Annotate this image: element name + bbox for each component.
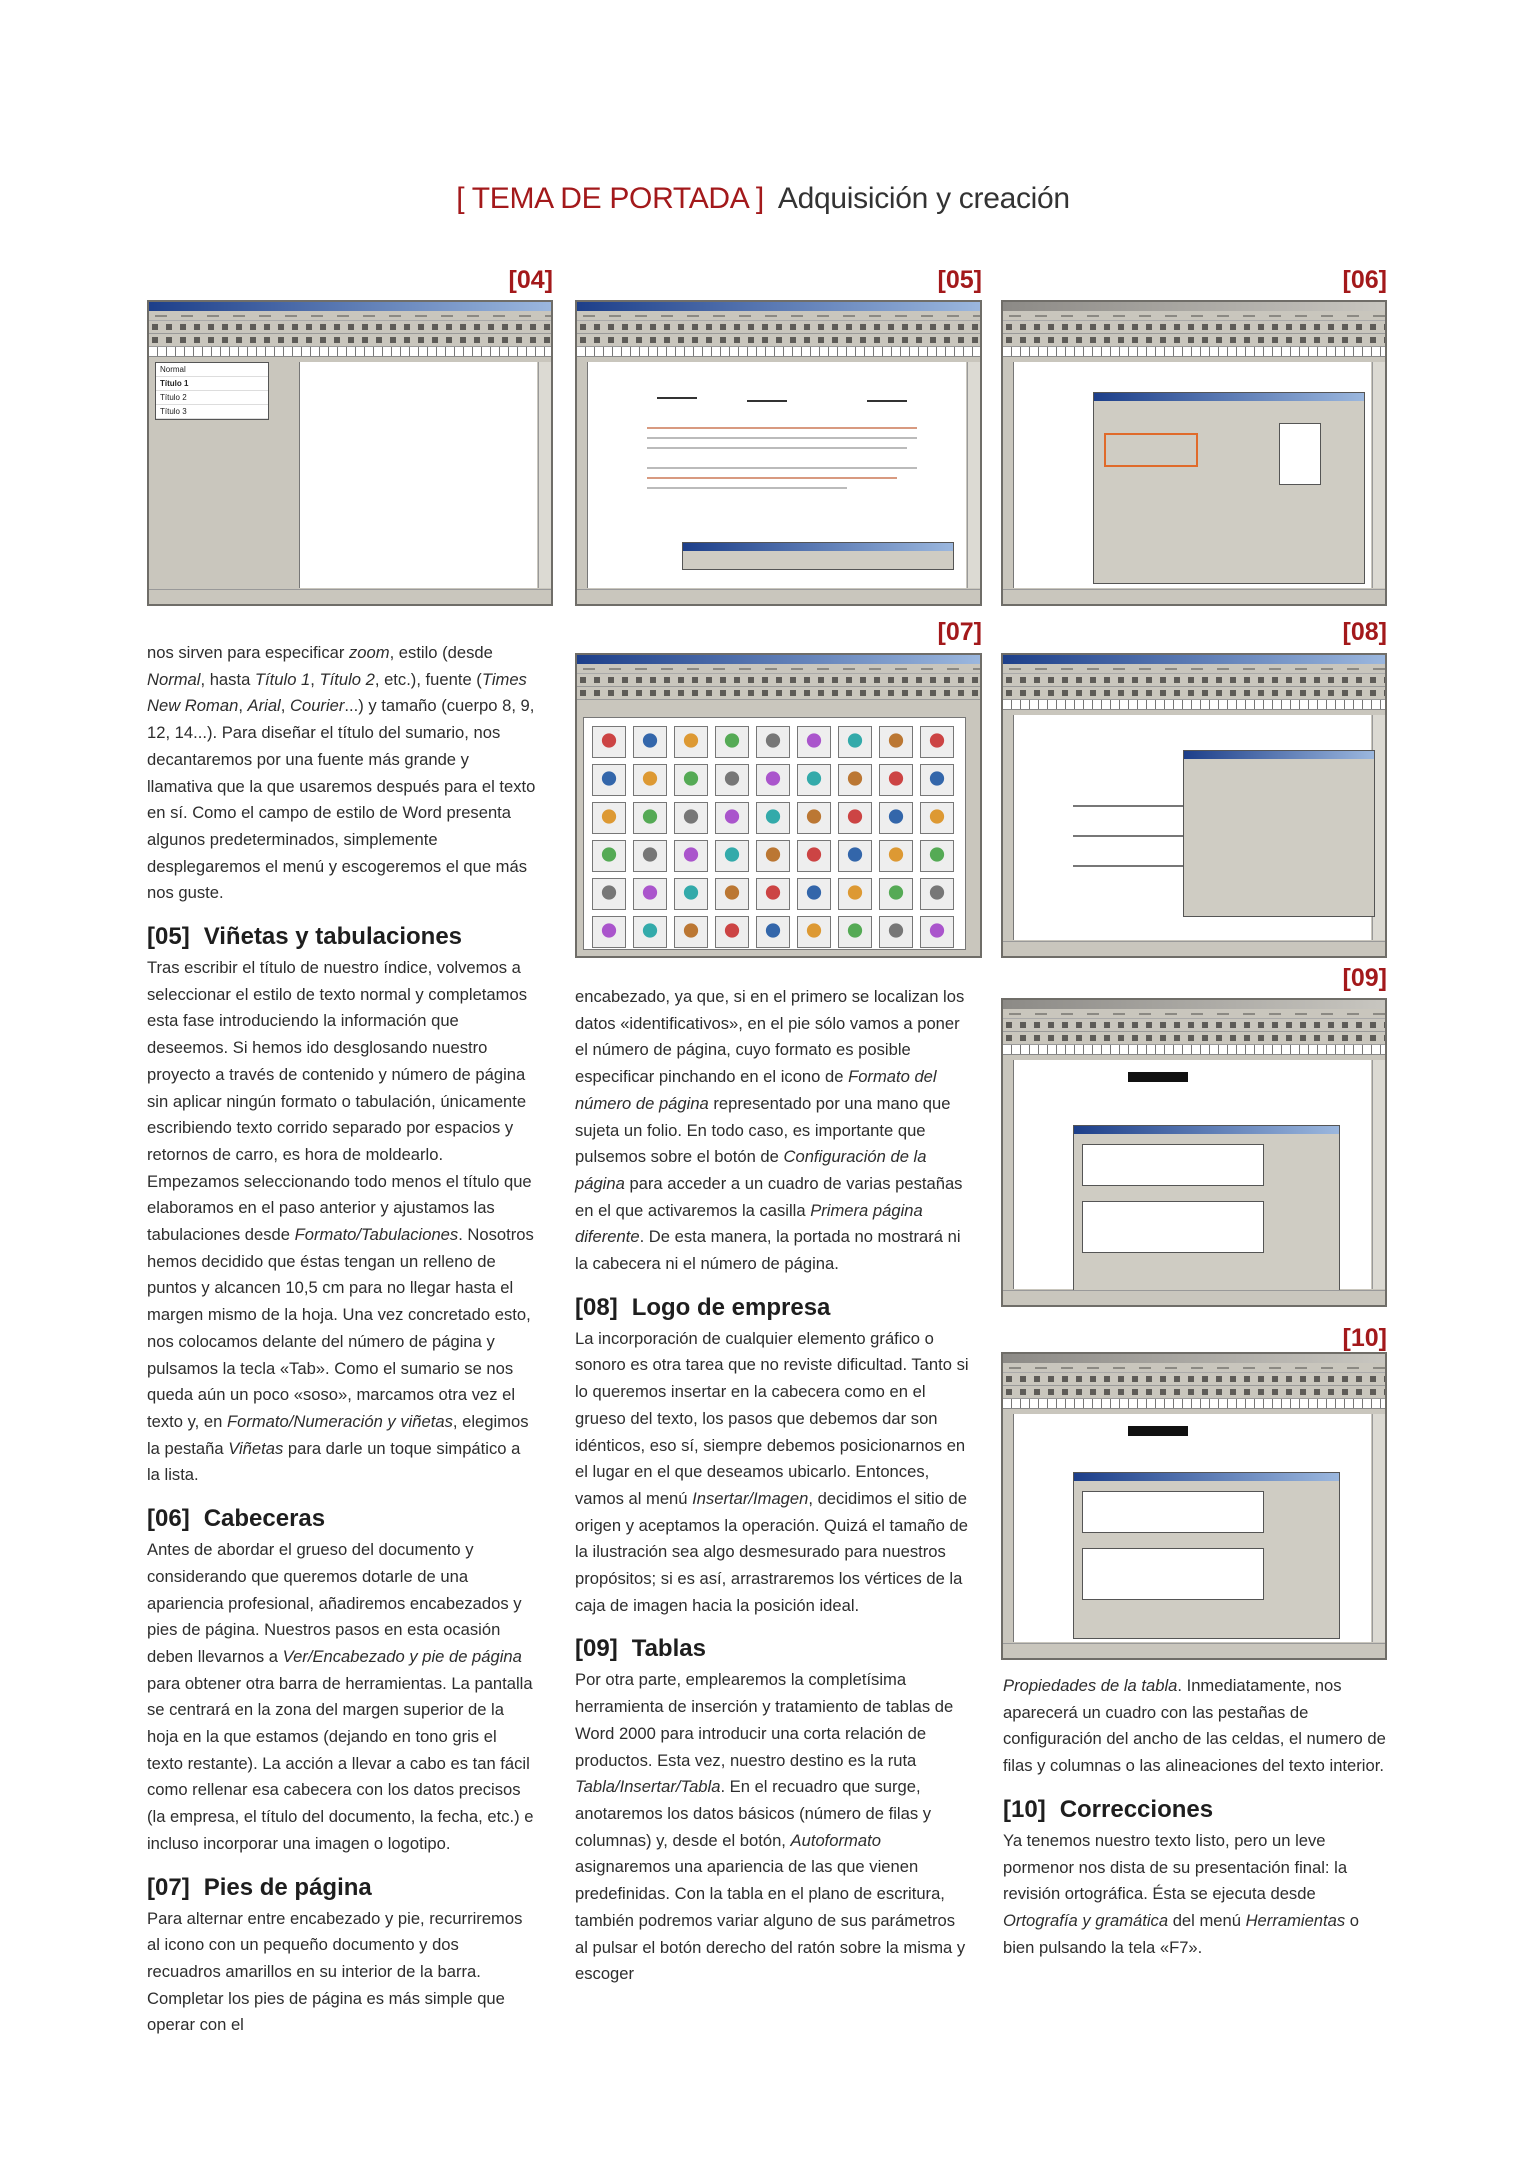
clipart-thumbnail <box>797 764 831 796</box>
italic-term: Configuración de la página <box>575 1147 927 1193</box>
italic-term: Título 1 <box>254 669 311 689</box>
clipart-thumbnail <box>797 878 831 910</box>
clipart-thumbnail <box>920 916 954 948</box>
italic-term: Herramientas <box>1245 1910 1346 1930</box>
clipart-thumbnail <box>592 878 626 910</box>
clipart-thumbnail <box>879 916 913 948</box>
clipart-thumbnail <box>715 764 749 796</box>
italic-term: Times New Roman <box>147 669 527 716</box>
clipart-thumbnail <box>674 726 708 758</box>
clipart-thumbnail <box>592 726 626 758</box>
clipart-thumbnail <box>592 840 626 872</box>
clipart-thumbnail <box>756 878 790 910</box>
clipart-thumbnail <box>879 726 913 758</box>
clipart-thumbnail <box>756 764 790 796</box>
italic-term: Formato del número de página <box>575 1067 937 1113</box>
section-number: [06] <box>147 1505 190 1533</box>
figure-label-09: [09] <box>1342 964 1387 992</box>
italic-term: Tabla/Insertar/Tabla <box>575 1777 721 1797</box>
clipart-thumbnail <box>879 878 913 910</box>
clipart-thumbnail <box>797 802 831 834</box>
clipart-thumbnail <box>592 764 626 796</box>
section-number: [07] <box>147 1873 190 1901</box>
figure-label-07: [07] <box>937 618 982 646</box>
italic-term: Courier <box>289 696 345 716</box>
screenshot-08-table-dialog <box>1001 653 1387 958</box>
italic-term: Propiedades de la tabla <box>1003 1676 1178 1695</box>
body-paragraph: La incorporación de cualquier elemento gráfico o sonoro es otra tarea que no reviste dificultad. Tanto si lo queremos insertar en la cabecera como en el grueso del texto, los pasos que debemos dar son idénticos, eso sí, siempre debemos posicionarnos en el lugar en el que deseamos ubicarlo. Entonces, vamos al menú Insertar/Imagen, decidimos el sitio de origen y aceptamos la operación. Quizá el tamaño de la ilustración sea algo desmesurado para nuestros propósitos; si es así, arrastraremos los vértices de la caja de imagen hacia la posición ideal. <box>575 1328 969 1615</box>
clipart-thumbnail <box>838 802 872 834</box>
figure-label-06: [06] <box>1342 266 1387 294</box>
clipart-thumbnail <box>592 916 626 948</box>
body-paragraph: Propiedades de la tabla. Inmediatamente, nos aparecerá un cuadro con las pestañas de configuración del ancho de las celdas, el numero de filas y columnas o las alineaciones del texto interior. <box>1003 1676 1386 1776</box>
clipart-thumbnail <box>715 802 749 834</box>
clipart-thumbnail <box>633 878 667 910</box>
body-paragraph: nos sirven para especificar zoom, estilo (desde Normal, hasta Título 1, Título 2, etc.), fuente (Times New Roman, Arial, Courier...) y tamaño (cuerpo 8, 9, 12, 14...). Para diseñar el título del sumario, nos decantaremos por una fuente más grande y llamativa que la que usaremos después para el texto en sí. Como el campo de estilo de Word presenta algunos predeterminados, simplemente desplegaremos el menú y escogeremos el que más nos guste. <box>147 643 536 903</box>
section-heading <box>575 1292 970 1324</box>
clipart-thumbnail <box>920 802 954 834</box>
section-title: Viñetas y tabulaciones <box>203 923 463 951</box>
style-dropdown-list <box>155 362 269 420</box>
clipart-thumbnail <box>756 726 790 758</box>
body-paragraph: Por otra parte, emplearemos la completísima herramienta de inserción y tratamiento de tablas de Word 2000 para introducir una corta relación de productos. Esta vez, nuestro destino es la ruta Tabla/Insertar/Tabla. En el recuadro que surge, anotaremos los datos básicos (número de filas y columnas) y, desde el botón, Autoformato asignaremos una apariencia de las que vienen predefinidas. Con la tabla en el plano de escritura, también podremos variar alguno de sus parámetros al pulsar el botón derecho del ratón sobre la misma y escoger <box>575 1670 966 1984</box>
section-tag: [ TEMA DE PORTADA ] <box>456 182 764 215</box>
clipart-thumbnail <box>838 840 872 872</box>
style-option: Título 3 <box>156 405 268 419</box>
italic-term: Primera página diferente <box>575 1200 923 1247</box>
clipart-thumbnail <box>920 726 954 758</box>
section-heading <box>147 1872 537 1904</box>
clipart-thumbnail <box>674 764 708 796</box>
text-column-1 <box>147 640 537 2039</box>
clipart-thumbnail <box>633 840 667 872</box>
italic-term: Ortografía y gramática <box>1003 1910 1169 1930</box>
figure-label-04: [04] <box>508 266 553 294</box>
body-paragraph: Antes de abordar el grueso del documento y considerando que queremos dotarle de una apariencia profesional, añadiremos encabezados y pies de página. Nuestros pasos en esta ocasión deben llevarnos a Ver/Encabezado y pie de página para obtener otra barra de herramientas. La pantalla se centrará en la zona del margen superior de la hoja en la que estamos (dejando en tono gris el texto restante). La acción a llevar a cabo es tan fácil como rellenar esa cabecera con los datos precisos (la empresa, el título del documento, la fecha, etc.) e incluso incorporar una imagen o logotipo. <box>147 1540 534 1853</box>
body-paragraph: Ya tenemos nuestro texto listo, pero un leve pormenor nos dista de su presentación final: la revisión ortográfica. Ésta se ejecuta desde Ortografía y gramática del menú Herramientas o bien pulsando la tela «F7». <box>1003 1830 1360 1957</box>
italic-term: Insertar/Imagen <box>692 1488 809 1508</box>
screenshot-06-page-setup <box>1001 300 1387 606</box>
italic-term: Formato/Numeración y viñetas <box>226 1411 453 1431</box>
text-column-3 <box>1003 1673 1387 1961</box>
clipart-thumbnail <box>715 726 749 758</box>
section-title: Cabeceras <box>203 1505 326 1533</box>
section-title: Pies de página <box>203 1873 372 1901</box>
body-paragraph: encabezado, ya que, si en el primero se localizan los datos «identificativos», en el pie sólo vamos a poner el número de página, cuyo formato es posible especificar pinchando en el icono de Formato del número de página representado por una mano que sujeta un folio. En todo caso, es importante que pulsemos sobre el botón de Configuración de la página para acceder a un cuadro de varias pestañas en el que activaremos la casilla Primera página diferente. De esta manera, la portada no mostrará ni la cabecera ni el número de página. <box>575 987 965 1274</box>
style-option: Normal <box>156 363 268 377</box>
clipart-thumbnail <box>756 916 790 948</box>
clipart-thumbnail <box>633 726 667 758</box>
section-heading <box>575 1633 970 1665</box>
clipart-thumbnail <box>674 916 708 948</box>
body-paragraph: Para alternar entre encabezado y pie, recurriremos al icono con un pequeño documento y dos recuadros amarillos en su interior de la barra. Completar los pies de página es más simple que operar con el <box>147 1908 523 2035</box>
section-heading <box>147 1503 537 1535</box>
section-title: Logo de empresa <box>631 1293 831 1321</box>
section-number: [08] <box>575 1293 618 1321</box>
clipart-thumbnail <box>674 878 708 910</box>
section-number: [10] <box>1003 1795 1046 1823</box>
clipart-thumbnail <box>838 916 872 948</box>
screenshot-04-style-menu <box>147 300 553 606</box>
clipart-thumbnail <box>879 840 913 872</box>
screenshot-05-header <box>575 300 982 606</box>
clipart-thumbnail <box>920 840 954 872</box>
italic-term: Autoformato <box>790 1830 881 1850</box>
clipart-thumbnail <box>674 802 708 834</box>
italic-term: Formato/Tabulaciones <box>294 1225 459 1245</box>
clipart-thumbnail <box>633 764 667 796</box>
clipart-thumbnail <box>715 916 749 948</box>
screenshot-07-clipart-gallery <box>575 653 982 958</box>
screenshot-09-autoformat <box>1001 998 1387 1307</box>
italic-term: Viñetas <box>228 1438 284 1458</box>
section-title: Tablas <box>631 1635 706 1663</box>
style-option: Título 2 <box>156 391 268 405</box>
page-header <box>0 182 1526 216</box>
clipart-thumbnail <box>633 802 667 834</box>
clipart-thumbnail <box>838 726 872 758</box>
section-heading <box>1003 1794 1387 1826</box>
clipart-thumbnail <box>920 878 954 910</box>
clipart-thumbnail <box>674 840 708 872</box>
clipart-thumbnail <box>797 726 831 758</box>
figure-label-08: [08] <box>1342 618 1387 646</box>
italic-term: Título 2 <box>319 669 375 689</box>
italic-term: zoom <box>349 643 390 662</box>
section-heading <box>147 921 537 953</box>
clipart-thumbnail <box>756 840 790 872</box>
section-number: [05] <box>147 923 190 951</box>
clipart-thumbnail <box>797 916 831 948</box>
text-column-2 <box>575 984 970 1988</box>
screenshot-10-table-properties <box>1001 1352 1387 1660</box>
clipart-thumbnail <box>879 802 913 834</box>
clipart-thumbnail <box>838 878 872 910</box>
italic-term: Arial <box>247 696 281 716</box>
clipart-thumbnail <box>633 916 667 948</box>
section-subtitle: Adquisición y creación <box>777 182 1070 215</box>
section-number: [09] <box>575 1635 618 1663</box>
clipart-thumbnail <box>756 802 790 834</box>
italic-term: Ver/Encabezado y pie de página <box>282 1646 522 1666</box>
clipart-thumbnail <box>920 764 954 796</box>
figure-label-05: [05] <box>937 266 982 294</box>
italic-term: Normal <box>147 669 201 689</box>
figure-label-10: [10] <box>1342 1324 1387 1352</box>
style-option: Título 1 <box>156 377 268 391</box>
section-title: Correcciones <box>1059 1795 1214 1823</box>
clipart-thumbnail <box>838 764 872 796</box>
clipart-thumbnail <box>715 840 749 872</box>
clipart-thumbnail <box>879 764 913 796</box>
clipart-thumbnail <box>715 878 749 910</box>
body-paragraph: Tras escribir el título de nuestro índice, volvemos a seleccionar el estilo de texto normal y completamos esta fase introduciendo la información que deseemos. Si hemos ido desglosando nuestro proyecto a través de contenido y número de página sin aplicar ningún formato o tabulación, únicamente escribiendo texto corrido separado por espacios y retornos de carro, es hora de moldearlo. Empezamos seleccionando todo menos el título que elaboramos en el paso anterior y ajustamos las tabulaciones desde Formato/Tabulaciones. Nosotros hemos decidido que éstas tengan un relleno de puntos y alcancen 10,5 cm para no llegar hasta el margen mismo de la hoja. Una vez concretado esto, nos colocamos delante del número de página y pulsamos la tecla «Tab». Como el sumario se nos queda aún un poco «soso», marcamos otra vez el texto y, en Formato/Numeración y viñetas, elegimos la pestaña Viñetas para darle un toque simpático a la lista. <box>147 958 534 1485</box>
clipart-thumbnail <box>592 802 626 834</box>
clipart-thumbnail <box>797 840 831 872</box>
